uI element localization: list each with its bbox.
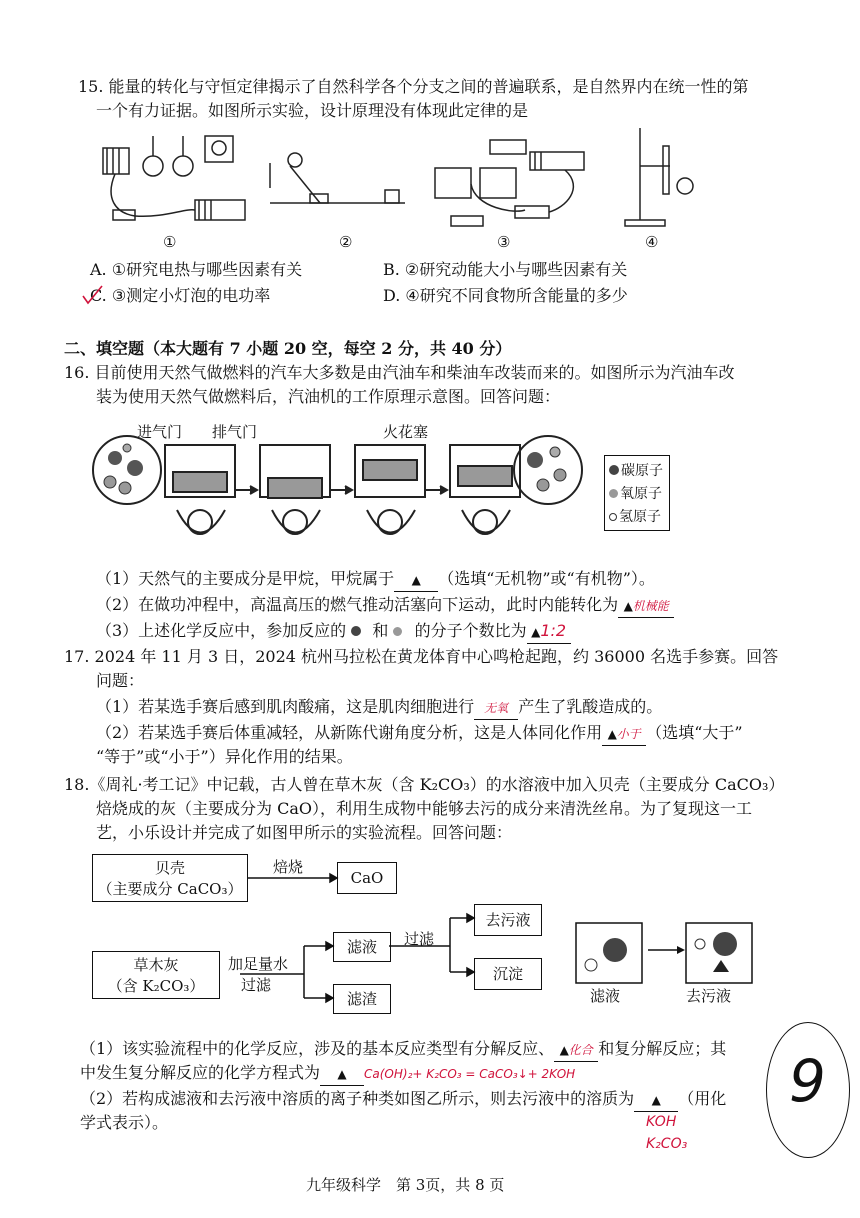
answer-blank[interactable] [554, 1038, 598, 1062]
flow-arrows [240, 860, 480, 1020]
q17-part2-line2: “等于”或“小于”）异化作用的结果。 [96, 747, 353, 766]
box-shell [92, 854, 248, 902]
q16-p1-text: （1）天然气的主要成分是甲烷，甲烷属于 [96, 569, 395, 588]
box-plant-ash [92, 951, 220, 999]
arrow-label-filter2: 过滤 [404, 930, 435, 948]
handwritten-answer: 化合 [568, 1043, 593, 1057]
handwritten-answer: 机械能 [632, 599, 669, 613]
cylinder-4 [450, 445, 520, 534]
q16-part3 [96, 620, 571, 644]
figure-1-circuit [103, 136, 245, 220]
figure-2-ramp [270, 153, 405, 203]
answer-blank[interactable] [320, 1062, 364, 1086]
handwritten-answer: 小于 [616, 727, 641, 741]
q16-p3-and: 和 [372, 621, 389, 640]
q17-part1 [96, 696, 662, 720]
q18-part2-line2: 学式表示）。 [80, 1113, 169, 1132]
q17-p2-tail: （选填“大于” [646, 723, 743, 742]
label-spark-plug: 火花塞 [383, 423, 429, 441]
q15-stem-line2: 一个有力证据。如图所示实验，设计原理没有体现此定律的是 [96, 101, 529, 120]
q16-part2 [96, 594, 674, 618]
label-intake-valve: 进气门 [137, 423, 183, 441]
q18-p1-eq-text: 中发生复分解反应的化学方程式为 [80, 1063, 321, 1082]
fig-label-4: ④ [645, 233, 659, 251]
legend-hydrogen: 氢原子 [619, 509, 661, 525]
box-clean-liquid: 去污液 [474, 904, 542, 936]
box-shell-line2: （主要成分 CaCO₃） [97, 880, 243, 898]
q15-option-d: D. ④研究不同食物所含能量的多少 [383, 286, 628, 305]
engine-stroke-diagram [85, 430, 605, 565]
score-circle [766, 1022, 850, 1158]
section-heading: 二、填空题（本大题有 7 小题 20 空，每空 2 分，共 40 分） [64, 339, 512, 358]
ion-label-filtrate: 滤液 [590, 987, 621, 1005]
oxygen-atom-icon [609, 489, 618, 498]
q18-stem-line2: 焙烧成的灰（主要成分为 CaO），利用生成物中能够去污的成分来清洗丝帛。为了复现这一工 [96, 799, 752, 818]
blank-mark: ▲ [337, 1067, 347, 1081]
box-cao: CaO [337, 862, 397, 894]
legend-oxygen: 氧原子 [620, 486, 662, 502]
oxygen-molecule-icon [393, 620, 409, 632]
box-ash-line1: 草木灰 [133, 956, 179, 974]
q17-p1-text: （1）若某选手赛后感到肌肉酸痛，这是肌肉细胞进行 [96, 697, 475, 716]
legend-carbon: 碳原子 [621, 463, 663, 479]
q16-p3-ratio: 的分子个数比为 [414, 621, 527, 640]
ion-label-clean: 去污液 [686, 987, 732, 1005]
blank-mark: ▲ [651, 1093, 661, 1107]
cylinder-3 [355, 445, 425, 534]
q15-stem-line1: 15. 能量的转化与守恒定律揭示了自然科学各个分支之间的普遍联系，是自然界内在统一性的第 [78, 77, 749, 96]
box-filtrate: 滤液 [333, 932, 391, 962]
q18-p1-text: （1）该实验流程中的化学反应，涉及的基本反应类型有分解反应、 [80, 1039, 555, 1058]
q16-part1 [96, 568, 655, 592]
q17-part2 [96, 722, 743, 746]
arrow-label-roast: 焙烧 [273, 858, 304, 876]
atom-legend [604, 455, 670, 531]
cylinder-1 [165, 445, 235, 534]
methane-molecule-icon [351, 620, 367, 632]
blank-mark: ▲ [623, 599, 633, 613]
arrow-label-water: 加足量水 [228, 955, 289, 973]
handwritten-koh: KOH [646, 1114, 677, 1130]
fig-label-2: ② [339, 233, 353, 251]
q18-p1-tail: 和复分解反应；其 [598, 1039, 727, 1058]
q18-part1 [80, 1038, 726, 1062]
q17-stem-line1: 17. 2024 年 11 月 3 日，2024 杭州马拉松在黄龙体育中心鸣枪起跑，约 36000 名选手参赛。回答 [64, 647, 779, 666]
answer-blank[interactable] [602, 722, 646, 746]
box-shell-line1: 贝壳 [154, 859, 185, 877]
blank-mark: ▲ [559, 1043, 569, 1057]
answer-blank[interactable] [394, 568, 438, 592]
fig-label-3: ③ [497, 233, 511, 251]
handwritten-equation: Ca(OH)₂+ K₂CO₃ = CaCO₃↓+ 2KOH [364, 1067, 576, 1081]
answer-blank[interactable] [527, 620, 571, 644]
q15-figures [95, 118, 715, 258]
q16-p3-text: （3）上述化学反应中，参加反应的 [96, 621, 347, 640]
score-digit: 9 [789, 1047, 826, 1115]
handwritten-answer: 1:2 [540, 621, 567, 640]
q16-p1-tail: （选填“无机物”或“有机物”）。 [438, 569, 655, 588]
q18-p2-tail: （用化 [678, 1089, 727, 1108]
q15-option-a: A. ①研究电热与哪些因素有关 [90, 260, 303, 279]
arrow-label-filter1: 过滤 [241, 976, 272, 994]
fig-label-1: ① [163, 233, 177, 251]
checkmark-annotation [80, 284, 106, 308]
handwritten-k2co3: K₂CO₃ [646, 1136, 688, 1152]
figure-3-circuit [435, 140, 584, 226]
hydrogen-atom-icon [609, 513, 617, 521]
answer-blank[interactable] [634, 1088, 678, 1112]
blank-mark: ▲ [531, 625, 541, 639]
q17-p2-text: （2）若某选手赛后体重减轻，从新陈代谢角度分析，这是人体同化作用 [96, 723, 603, 742]
answer-blank[interactable] [474, 696, 518, 720]
q18-part1-line2 [80, 1062, 575, 1086]
box-residue: 滤渣 [333, 984, 391, 1014]
q15-option-c: C. ③测定小灯泡的电功率 [90, 286, 271, 305]
q16-stem-line2: 装为使用天然气做燃料后，汽油机的工作原理示意图。回答问题： [96, 387, 561, 406]
q18-p2-text: （2）若构成滤液和去污液中溶质的离子种类如图乙所示，则去污液中的溶质为 [80, 1089, 635, 1108]
q17-stem-line2: 问题： [96, 671, 145, 690]
box-ash-line2: （含 K₂CO₃） [107, 977, 205, 995]
cylinder-2 [260, 445, 330, 534]
carbon-atom-icon [609, 465, 619, 475]
q17-p1-tail: 产生了乳酸造成的。 [518, 697, 663, 716]
q16-stem-line1: 16. 目前使用天然气做燃料的汽车大多数是由汽油车和柴油车改装而来的。如图所示为汽油车改 [64, 363, 735, 382]
q18-stem-line1: 18.《周礼·考工记》中记载，古人曾在草木灰（含 K₂CO₃）的水溶液中加入贝壳（主要成分 CaCO₃） [64, 775, 785, 794]
q18-part2 [80, 1088, 726, 1112]
q15-option-b: B. ②研究动能大小与哪些因素有关 [383, 260, 628, 279]
q16-p2-text: （2）在做功冲程中，高温高压的燃气推动活塞向下运动，此时内能转化为 [96, 595, 619, 614]
answer-blank[interactable] [618, 594, 674, 618]
box-precipitate: 沉淀 [474, 958, 542, 990]
q18-stem-line3: 艺，小乐设计并完成了如图甲所示的实验流程。回答问题： [96, 823, 513, 842]
ion-diagram [575, 920, 755, 990]
blank-mark: ▲ [607, 727, 617, 741]
page-footer: 九年级科学 第 3页，共 8 页 [306, 1176, 505, 1194]
figure-4-stand [625, 128, 693, 226]
blank-mark: ▲ [411, 573, 421, 587]
handwritten-answer: 无氧 [484, 701, 509, 715]
label-exhaust-valve: 排气门 [212, 423, 258, 441]
